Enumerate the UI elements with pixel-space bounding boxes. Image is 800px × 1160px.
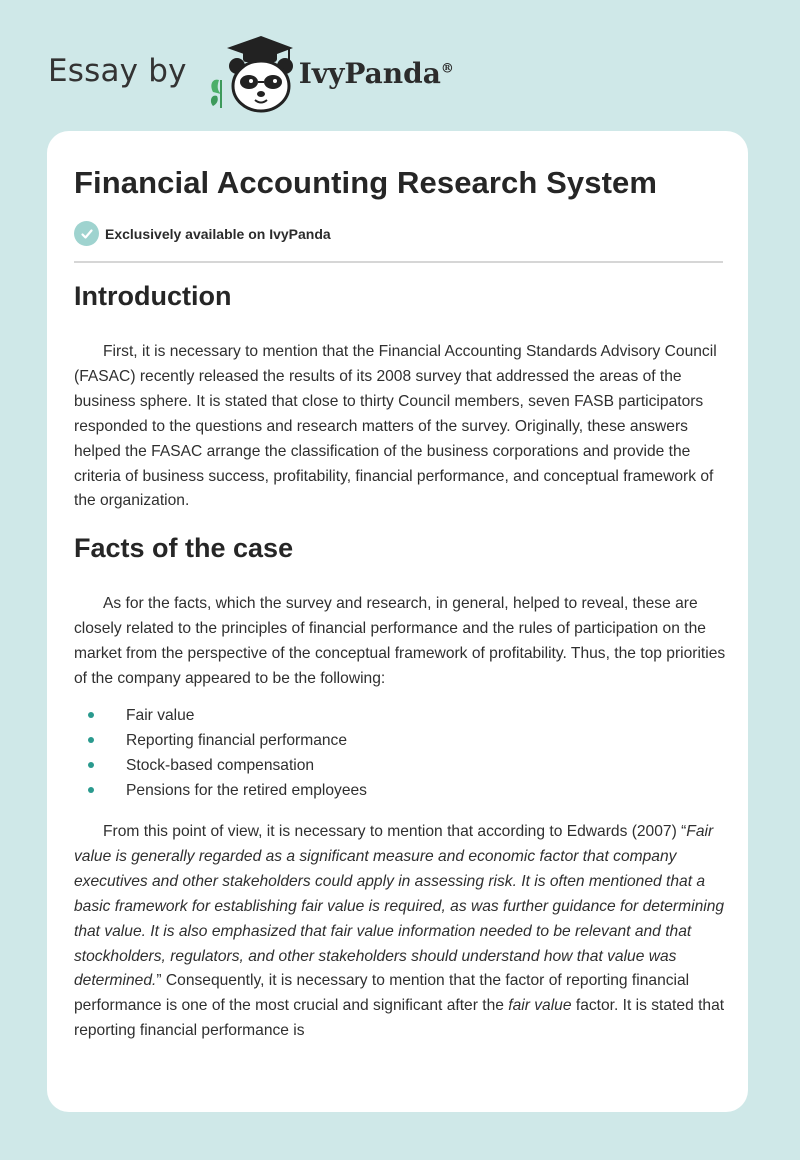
section-heading-introduction: Introduction — [74, 281, 232, 311]
brand-prefix: Essay by — [48, 53, 187, 89]
page-title: Financial Accounting Research System — [74, 165, 658, 200]
bullet-icon — [88, 762, 94, 768]
closing-paragraph: From this point of view, it is necessary to mention that according to Edwards (2007) “Fair value is generally regarded as a significant measure and economic factor that company executives and other stakeholders could apply in assessing risk. It is often mentioned that a basic framework for establishing fair value is required, as was further guidance for determining that value. It is also emphasized that fair value information needed to be relevant and that stockholders, regulators, and other stakeholders should understand how that value was determined.” Consequently, it is necessary to mention that the factor of reporting financial performance is one of the most crucial and significant after the fair value factor. It is stated that reporting financial performance is — [74, 822, 725, 1040]
essay-card — [47, 131, 748, 1112]
edwards-quote: Fair value is generally regarded as a significant measure and economic factor that company executives and other stakeholders could apply in assessing risk. It is often mentioned that a basic framework for establishing fair value is required, as was further guidance for determining that value. It is also emphasized that fair value information needed to be relevant and that stockholders, regulators, and other stakeholders should understand how that value was determined. — [74, 822, 725, 990]
introduction-paragraph: First, it is necessary to mention that the Financial Accounting Standards Advisory Council (FASAC) recently released the results of its 2008 survey that addressed the areas of the business sphere. It is stated that close to thirty Council members, seven FASB participators responded to the questions and research matters of the survey. Originally, these answers helped the FASAC arrange the classification of the business corporations and provide the criteria of business success, profitability, financial performance, and conceptual framework of the organization. — [74, 343, 717, 510]
brand-header[interactable] — [48, 34, 454, 114]
badge-text: Exclusively available on IvyPanda — [105, 225, 331, 242]
bullet-icon — [88, 712, 94, 718]
bullet-icon — [88, 787, 94, 793]
list-item: Stock-based compensation — [74, 753, 726, 778]
brand-name: IvyPanda® — [298, 56, 454, 90]
list-item: Fair value — [74, 703, 726, 728]
essay-body — [74, 281, 726, 1044]
panda-logo-icon — [203, 34, 295, 114]
divider — [74, 261, 723, 263]
priorities-list — [74, 703, 726, 803]
check-icon — [74, 221, 99, 246]
bullet-icon — [88, 737, 94, 743]
exclusive-badge — [74, 221, 331, 246]
list-item: Pensions for the retired employees — [74, 778, 726, 803]
list-item: Reporting financial performance — [74, 728, 726, 753]
facts-paragraph: As for the facts, which the survey and research, in general, helped to reveal, these are closely related to the principles of financial performance and the rules of participation on the market from the perspective of the conceptual framework of profitability. Thus, the top priorities of the company appeared to be the following: — [74, 595, 726, 688]
section-heading-facts: Facts of the case — [74, 533, 294, 564]
fair-value-emphasis: fair value — [508, 997, 572, 1015]
